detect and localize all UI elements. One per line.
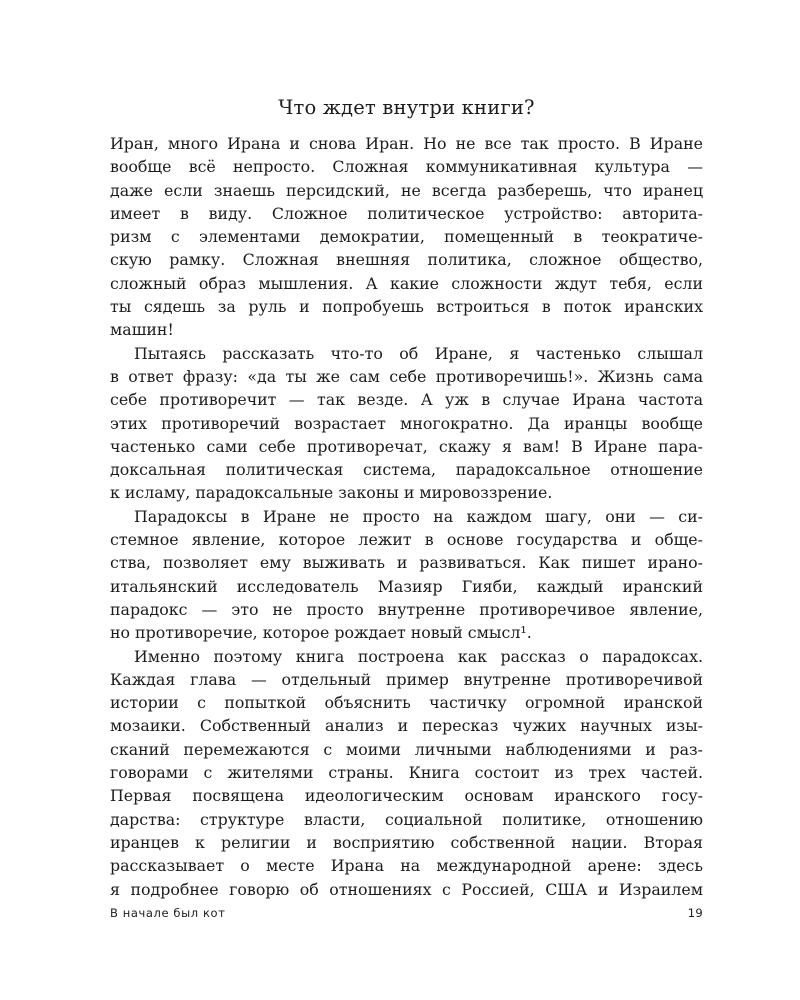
page-number: 19 — [687, 906, 703, 920]
text-line: но противоречие, которое рождает новый смысл¹. — [110, 623, 532, 643]
text-line: парадокс — это не просто внутренне противоречивое явление, — [110, 599, 703, 619]
text-line: Первая посвящена идеологическим основам иранского госу- — [110, 786, 703, 806]
section-heading: Что ждет внутри книги? — [278, 96, 535, 119]
text-line: сложный образ мышления. А какие сложности ждут тебя, если — [110, 273, 703, 293]
text-line: сканий перемежаются с моими личными наблюдениями и раз- — [110, 739, 703, 759]
text-line: этих противоречий возрастает многократно. Да иранцы вообще — [110, 413, 703, 433]
text-line: вообще всё непросто. Сложная коммуникативная культура — — [110, 157, 703, 177]
text-line: ства, позволяет ему выживать и развиваться. Как пишет ирано- — [110, 553, 703, 573]
body-text — [110, 132, 703, 901]
text-line: дарства: структуре власти, социальной политике, отношению — [110, 809, 703, 829]
text-line: Иран, много Ирана и снова Иран. Но не все так просто. В Иране — [110, 134, 703, 153]
text-line: ты сядешь за руль и попробуешь встроиться в поток иранских — [110, 297, 703, 317]
text-line: я подробнее говорю об отношениях с Россией, США и Израилем — [110, 879, 703, 899]
text-line: Парадоксы в Иране не просто на каждом шагу, они — си- — [134, 506, 703, 526]
text-line: говорами с жителями страны. Книга состоит из трех частей. — [110, 763, 703, 783]
text-line: частенько сами себе противоречат, скажу я вам! В Иране пара- — [110, 436, 703, 456]
text-line: доксальная политическая система, парадоксальное отношение — [110, 460, 703, 480]
text-line: итальянский исследователь Мазияр Гияби, каждый иранский — [110, 576, 703, 596]
text-line: ризм с элементами демократии, помещенный в теократиче- — [110, 227, 703, 247]
text-line: скую рамку. Сложная внешняя политика, сложное общество, — [110, 250, 703, 270]
text-line: Именно поэтому книга построена как рассказ о парадоксах. — [134, 646, 703, 666]
text-line: к исламу, парадоксальные законы и мировоззрение. — [110, 483, 553, 503]
text-line: машин! — [110, 320, 174, 340]
text-line: в ответ фразу: «да ты же сам себе противоречишь!». Жизнь сама — [110, 366, 703, 386]
text-line: имеет в виду. Сложное политическое устройство: авторита- — [110, 203, 703, 223]
text-line: рассказывает о месте Ирана на международной арене: здесь — [110, 856, 703, 876]
text-line: мозаики. Собственный анализ и пересказ чужих научных изы- — [110, 716, 703, 736]
text-line: себе противоречит — так везде. А уж в случае Ирана частота — [110, 390, 703, 410]
text-line: стемное явление, которое лежит в основе государства и обще- — [110, 530, 703, 550]
text-line: истории с попыткой объяснить частичку огромной иранской — [110, 693, 703, 713]
running-head: В начале был кот — [110, 906, 226, 920]
text-line: даже если знаешь персидский, не всегда разберешь, что иранец — [110, 180, 703, 200]
page-footer — [110, 906, 703, 926]
text-line: Пытаясь рассказать что-то об Иране, я частенько слышал — [134, 343, 703, 363]
text-line: Каждая глава — отдельный пример внутренне противоречивой — [110, 669, 703, 689]
text-line: иранцев к религии и восприятию собственной нации. Вторая — [110, 832, 703, 852]
